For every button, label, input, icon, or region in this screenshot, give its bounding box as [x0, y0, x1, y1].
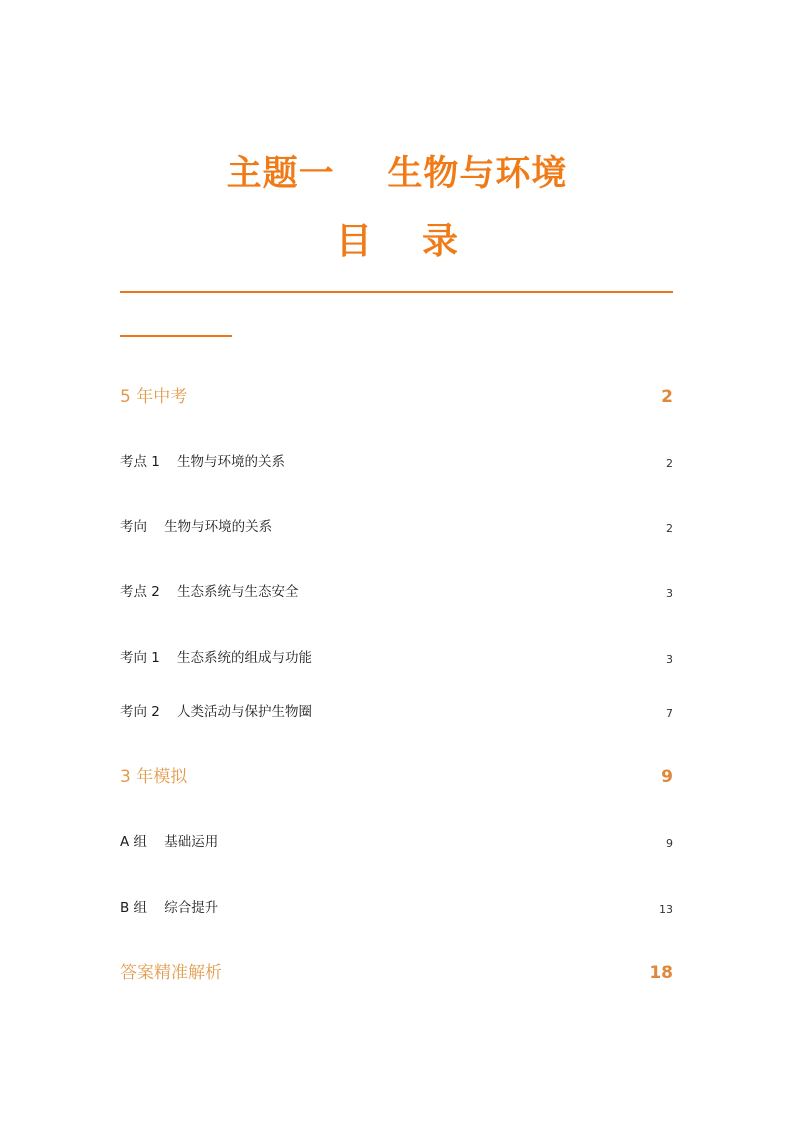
toc-entry-label: B 组 综合提升 [120, 900, 219, 916]
toc-entry-page: 7 [666, 707, 673, 720]
toc-entry-label: 考点 1 生物与环境的关系 [120, 454, 286, 470]
toc-entry-label: 考点 2 生态系统与生态安全 [120, 584, 299, 600]
toc-entry-page: 18 [649, 963, 673, 983]
toc-entry-label: 5 年中考 [120, 387, 188, 407]
toc-entry-page: 9 [666, 837, 673, 850]
toc-entry-group-a[interactable] [120, 832, 673, 850]
title-divider-short [120, 335, 232, 337]
toc-entry-label: 考向 生物与环境的关系 [120, 519, 273, 535]
toc-entry-page: 2 [666, 457, 673, 470]
toc-heading: 目 录 [335, 221, 459, 262]
toc-entry-page: 3 [666, 653, 673, 666]
title-divider-long [120, 291, 673, 293]
toc-entry-page: 3 [666, 587, 673, 600]
toc-entry-direction-2[interactable] [120, 702, 673, 720]
toc-entry-point-2[interactable] [120, 582, 673, 600]
toc-entry-page: 2 [666, 522, 673, 535]
toc-entry-group-b[interactable] [120, 898, 673, 916]
toc-entry-page: 13 [659, 903, 673, 916]
toc-entry-page: 2 [661, 387, 673, 407]
toc-entry-answers[interactable] [120, 961, 673, 983]
toc-entry-label: 答案精准解析 [120, 963, 222, 983]
toc-entry-label: 3 年模拟 [120, 767, 188, 787]
toc-entry-direction-1[interactable] [120, 648, 673, 666]
toc-entry-label: A 组 基础运用 [120, 834, 219, 850]
toc-entry-label: 考向 1 生态系统的组成与功能 [120, 650, 313, 666]
toc-entry-point-1[interactable] [120, 452, 673, 470]
document-title: 主题一 生物与环境 [226, 154, 568, 194]
toc-entry-5-year-exam[interactable] [120, 385, 673, 407]
toc-entry-3-year-mock[interactable] [120, 765, 673, 787]
toc-entry-label: 考向 2 人类活动与保护生物圈 [120, 704, 313, 720]
toc-entry-page: 9 [661, 767, 673, 787]
toc-entry-direction[interactable] [120, 517, 673, 535]
